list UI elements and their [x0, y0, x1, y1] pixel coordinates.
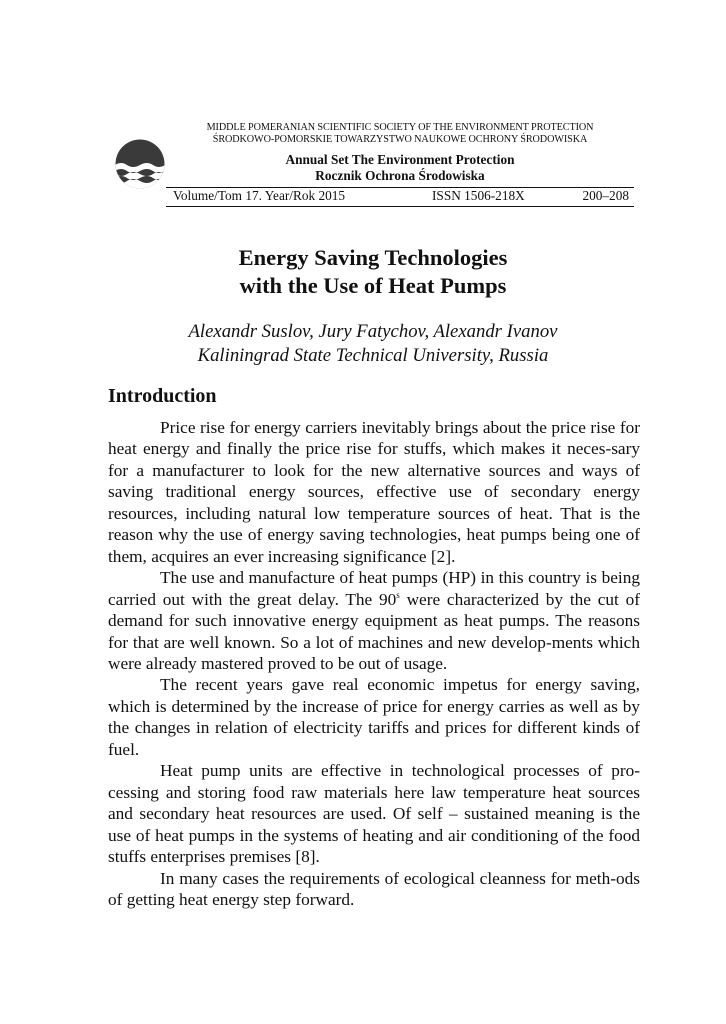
author-block	[106, 320, 640, 368]
paragraph	[108, 567, 640, 674]
issn-number: ISSN 1506-218X	[432, 188, 525, 203]
superscript: s	[396, 589, 400, 600]
paragraph-text: The use and manufacture of heat pumps (HP) in this country is being carried out with the great delay. The 90	[108, 568, 640, 609]
society-name	[166, 122, 634, 146]
society-logo-icon	[115, 139, 165, 189]
journal-title	[166, 152, 634, 184]
author-affiliation: Kaliningrad State Technical University, Russia	[197, 345, 549, 366]
section-heading: Introduction	[108, 385, 217, 407]
paragraph: Heat pump units are effective in technological processes of pro-cessing and storing food raw materials here law temperature heat sources and secondary heat resources are used. Of self – sustained meaning is the use of heat pumps in the systems of heating and air conditioning of the food stuffs enterprises premises [8].	[108, 761, 640, 867]
volume-year: Volume/Tom 17. Year/Rok 2015	[173, 188, 346, 203]
body-text	[108, 417, 640, 910]
journal-title-polish: Rocznik Ochrona Środowiska	[315, 168, 485, 183]
volume-info-row	[166, 188, 634, 204]
journal-title-english: Annual Set The Environment Protection	[285, 152, 515, 167]
paragraph: In many cases the requirements of ecological cleanness for meth-ods of getting heat energy step forward.	[108, 868, 640, 909]
paragraph-text: were characterized by the cut of demand for such innovative energy equipment as heat pumps. The reasons for that are well known. So a lot of machines and new develop-ments which were already mastered proved to be out of usage.	[108, 589, 640, 673]
paragraph: Price rise for energy carriers inevitably brings about the price rise for heat energy and finally the price rise for stuffs, which makes it neces-sary for a manufacturer to look for the new alternative sources and ways of saving traditional energy sources, effective use of secondary energy resources, including natural low temperature sources of heat. That is the reason why the use of energy saving technologies, heat pumps being one of them, acquires an ever increasing significance [2].	[108, 418, 640, 566]
author-names: Alexandr Suslov, Jury Fatychov, Alexandr Ivanov	[188, 321, 558, 342]
society-name-polish: ŚRODKOWO-POMORSKIE TOWARZYSTWO NAUKOWE OCHRONY ŚRODOWISKA	[212, 134, 588, 145]
article-title-line-1: Energy Saving Technologies	[238, 245, 508, 270]
article-title-line-2: with the Use of Heat Pumps	[239, 273, 507, 298]
article-title	[106, 244, 640, 300]
header-rule-bottom	[166, 206, 634, 207]
page-range: 200–208	[582, 188, 629, 203]
paragraph: The recent years gave real economic impetus for energy saving, which is determined by the increase of price for energy carries as well as by the changes in relation of electricity tariffs and prices for different kinds of fuel.	[108, 675, 640, 759]
society-name-english: MIDDLE POMERANIAN SCIENTIFIC SOCIETY OF THE ENVIRONMENT PROTECTION	[206, 122, 594, 133]
